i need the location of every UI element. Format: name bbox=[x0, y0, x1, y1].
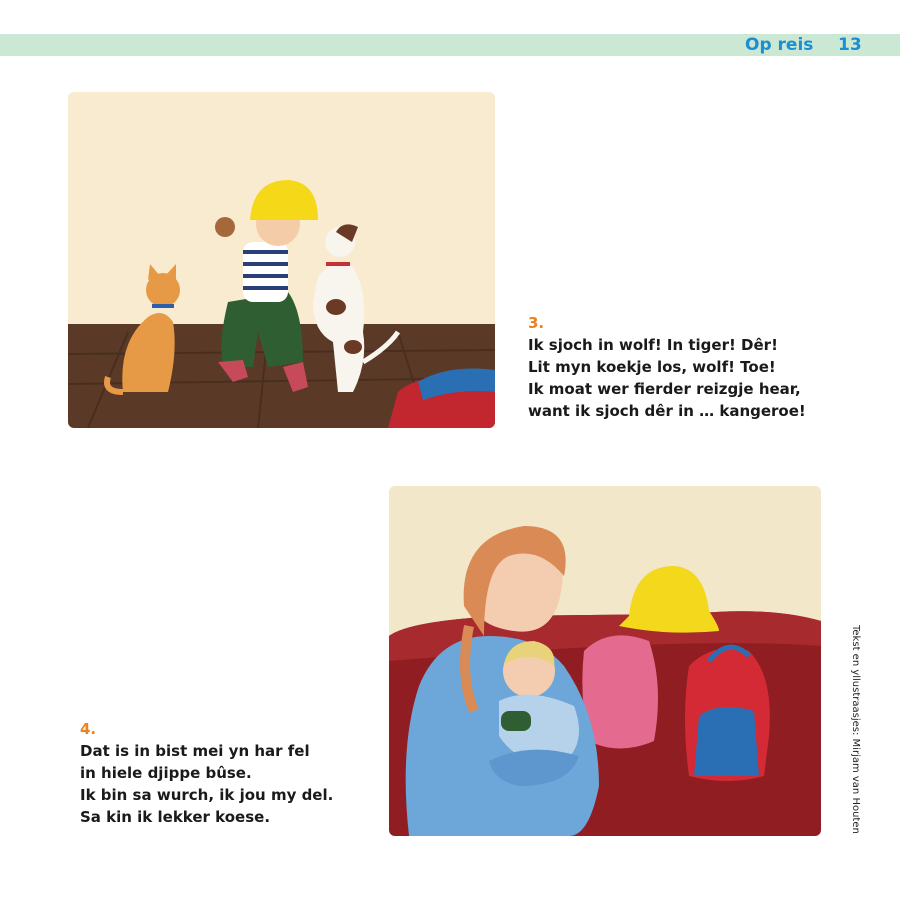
verse-line: Sa kin ik lekker koese. bbox=[80, 808, 271, 826]
verse-line: in hiele djippe bûse. bbox=[80, 764, 252, 782]
verse-line: Lit myn koekje los, wolf! Toe! bbox=[528, 358, 776, 376]
verse-line: want ik sjoch dêr in … kangeroe! bbox=[528, 402, 806, 420]
page-number: 13 bbox=[838, 35, 862, 55]
verse-4 bbox=[80, 718, 333, 828]
verse-line: Ik moat wer fierder reizgje hear, bbox=[528, 380, 801, 398]
header-title: Op reis bbox=[745, 35, 814, 55]
verse-line: Ik bin sa wurch, ik jou my del. bbox=[80, 786, 334, 804]
verse-line: Ik sjoch in wolf! In tiger! Dêr! bbox=[528, 336, 778, 354]
credit-text: Tekst en yllustraasjes: Mirjam van Houten bbox=[850, 625, 861, 834]
verse-number: 3. bbox=[528, 314, 545, 332]
verse-3 bbox=[528, 312, 806, 422]
illustration-child-cat-dog bbox=[68, 92, 495, 428]
illustration-mother-baby bbox=[389, 486, 821, 836]
verse-line: Dat is in bist mei yn har fel bbox=[80, 742, 310, 760]
backpack-figure bbox=[685, 647, 770, 781]
verse-number: 4. bbox=[80, 720, 97, 738]
